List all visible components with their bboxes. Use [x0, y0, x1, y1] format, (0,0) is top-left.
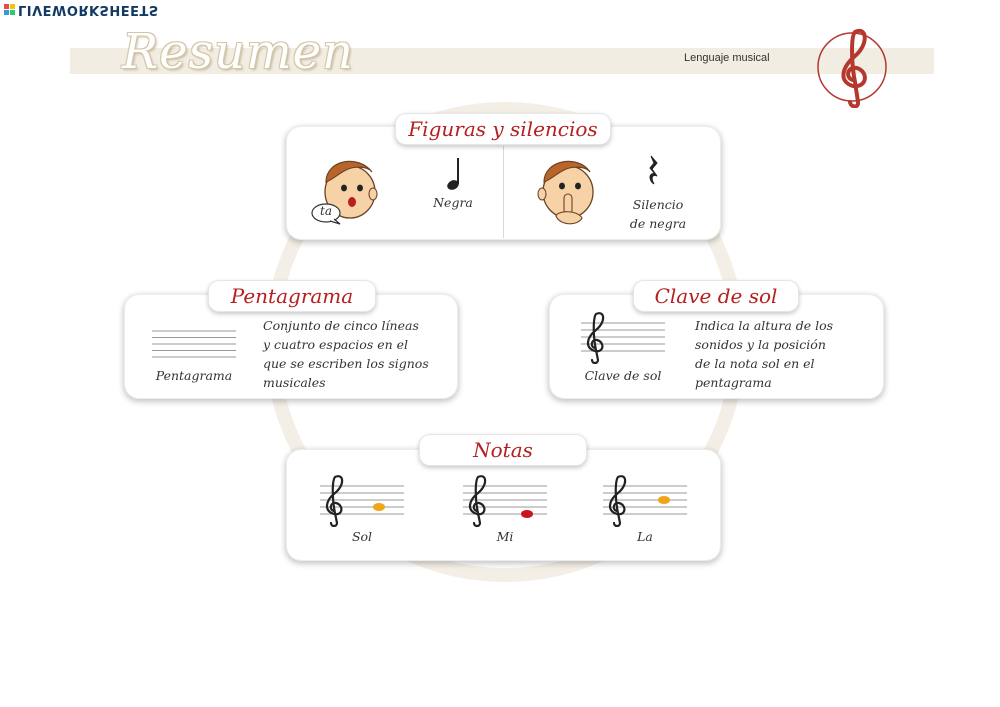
subject-label: Lenguaje musical	[684, 52, 770, 64]
pentagrama-desc-line: que se escriben los signos	[263, 356, 429, 371]
negra-label: Negra	[433, 195, 473, 210]
pentagrama-desc-line: musicales	[263, 375, 326, 390]
silencio-label-line1: Silencio	[632, 197, 684, 212]
note-mi-head	[521, 510, 533, 518]
note-sol-staff	[320, 475, 404, 527]
clef-staff-icon	[581, 312, 665, 364]
silencio-label-line2: de negra	[629, 216, 687, 231]
quarter-rest-icon	[646, 154, 662, 186]
note-la-staff	[603, 475, 687, 527]
pentagrama-description	[263, 316, 449, 392]
figuras-divider	[503, 146, 504, 238]
brand-logo	[4, 2, 159, 17]
note-sol-head	[373, 503, 385, 511]
clave-title: Clave de sol	[634, 281, 798, 311]
notas-title: Notas	[420, 435, 586, 465]
treble-clef-icon	[815, 22, 889, 108]
speech-bubble-text: ta	[320, 204, 332, 218]
shushing-child-icon	[528, 154, 604, 230]
clave-desc-line: sonidos y la posición	[695, 337, 826, 352]
brand-name: LIVEWORKSHEETS	[18, 2, 159, 17]
brand-squares-icon	[4, 4, 15, 15]
note-mi-label: Mi	[496, 529, 514, 544]
silencio-label	[620, 195, 696, 233]
note-la-label: La	[637, 529, 653, 544]
note-sol-label: Sol	[351, 529, 373, 544]
pentagrama-title: Pentagrama	[209, 281, 375, 311]
page-title: Resumen	[122, 24, 354, 80]
figuras-title: Figuras y silencios	[396, 114, 610, 144]
pentagrama-desc-line: Conjunto de cinco líneas	[263, 318, 419, 333]
clave-desc-line: pentagrama	[695, 375, 772, 390]
pentagrama-desc-line: y cuatro espacios en el	[263, 337, 409, 352]
note-staff-icon	[603, 475, 687, 527]
clave-desc-line: de la nota sol en el	[695, 356, 815, 371]
note-staff-icon	[463, 475, 547, 527]
clave-desc-line: Indica la altura de los	[695, 318, 834, 333]
quarter-note-icon	[444, 156, 464, 192]
clave-description	[695, 316, 875, 392]
note-staff-icon	[320, 475, 404, 527]
clave-staff-label: Clave de sol	[584, 368, 662, 383]
staff-lines-icon	[152, 329, 236, 359]
note-mi-staff	[463, 475, 547, 527]
pentagrama-staff-label: Pentagrama	[155, 368, 233, 383]
note-la-head	[658, 496, 670, 504]
